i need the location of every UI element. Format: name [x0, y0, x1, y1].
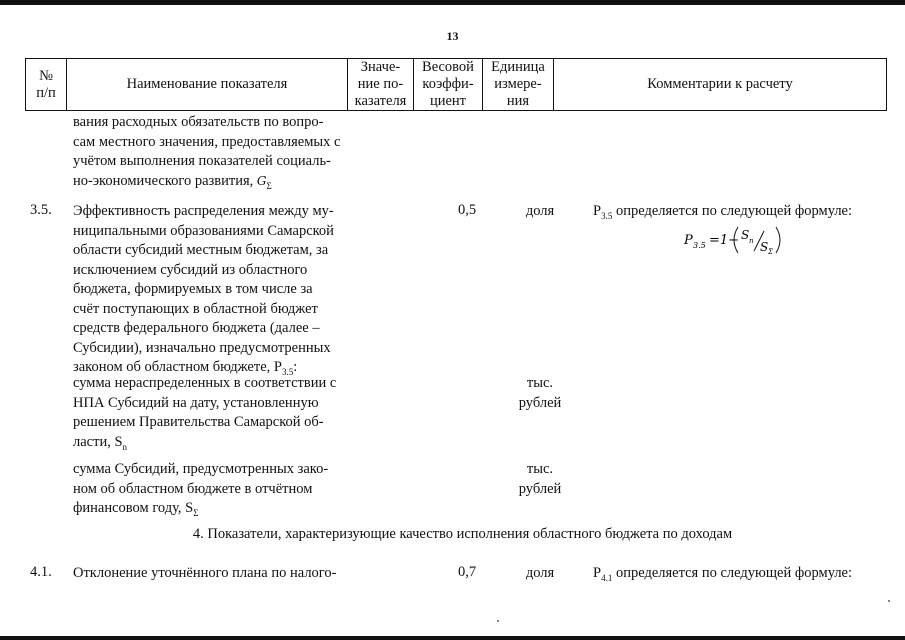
row-4-1-name: Отклонение уточнённого плана по налого-	[73, 565, 337, 581]
header-weight: Весовой коэффи- циент	[414, 59, 483, 111]
header-comment: Комментарии к расчету	[554, 59, 887, 111]
top-border	[0, 0, 905, 5]
row-3-5-weight: 0,5	[457, 202, 477, 218]
row-4-1-weight: 0,7	[457, 564, 477, 580]
row-4-1-unit: доля	[525, 565, 555, 581]
row-ssum-unit: тыс. рублей	[518, 461, 562, 497]
row-ssum-name: сумма Субсидий, предусмотренных зако- ном об областном бюджете в отчётном финансовом году, $S_\Sigma$	[73, 461, 329, 518]
svg-text:S: S	[741, 228, 750, 242]
scan-speck	[888, 600, 890, 602]
row-4-1-number: 4.1.	[30, 564, 52, 580]
header-num: № п/п	[26, 59, 67, 111]
formula-p35	[680, 223, 790, 261]
row-3-5-name: Эффективность распределения между му- ниципальными образованиями Самарской области субсидий местным бюджетам, за исключением субсидий из областного бюджета, формируемых в том числе за счёт поступающих в областной бюджет средств федерального бюджета (далее – Субсидии), изначально предусмотренных законом об областном бюджете, $Р_{3.5}$:	[73, 203, 334, 377]
section-4-heading: 4. Показатели, характеризующие качество исполнения областного бюджета по доходам	[192, 526, 733, 542]
svg-text:3.5: 3.5	[693, 241, 706, 250]
header-unit: Единица измере- ния	[483, 59, 554, 111]
svg-text:n: n	[749, 237, 754, 245]
row-4-1-comment: $Р_{4.1}$ определяется по следующей формуле:	[593, 565, 853, 583]
svg-text:S: S	[760, 240, 769, 254]
table-header	[25, 58, 887, 111]
svg-text:Σ: Σ	[768, 248, 773, 256]
svg-text:=1−: =1−	[709, 233, 740, 248]
formula-p35-graphic	[680, 223, 790, 257]
header-value: Значе- ние по- казателя	[348, 59, 414, 111]
row-sn-unit: тыс. рублей	[518, 375, 562, 411]
row-3-5-unit: доля	[525, 203, 555, 219]
row-3-5-number: 3.5.	[30, 202, 52, 218]
page-number: 13	[446, 29, 459, 43]
row-sn-name: сумма нераспределенных в соответствии с НПА Субсидий на дату, установленную решением Правительства Самарской об- ласти, $S_n$	[73, 375, 337, 452]
svg-text:P: P	[684, 233, 693, 248]
header-name: Наименование показателя	[67, 59, 348, 111]
bottom-border	[0, 636, 905, 640]
scan-speck	[497, 620, 499, 622]
row-continuation-name: вания расходных обязательств по вопро- сам местного значения, предоставляемых с учётом выполнения показателей социаль- но-экономического развития, $G_\Sigma$	[73, 114, 341, 191]
row-3-5-comment: $Р_{3.5}$ определяется по следующей формуле:	[593, 203, 853, 221]
